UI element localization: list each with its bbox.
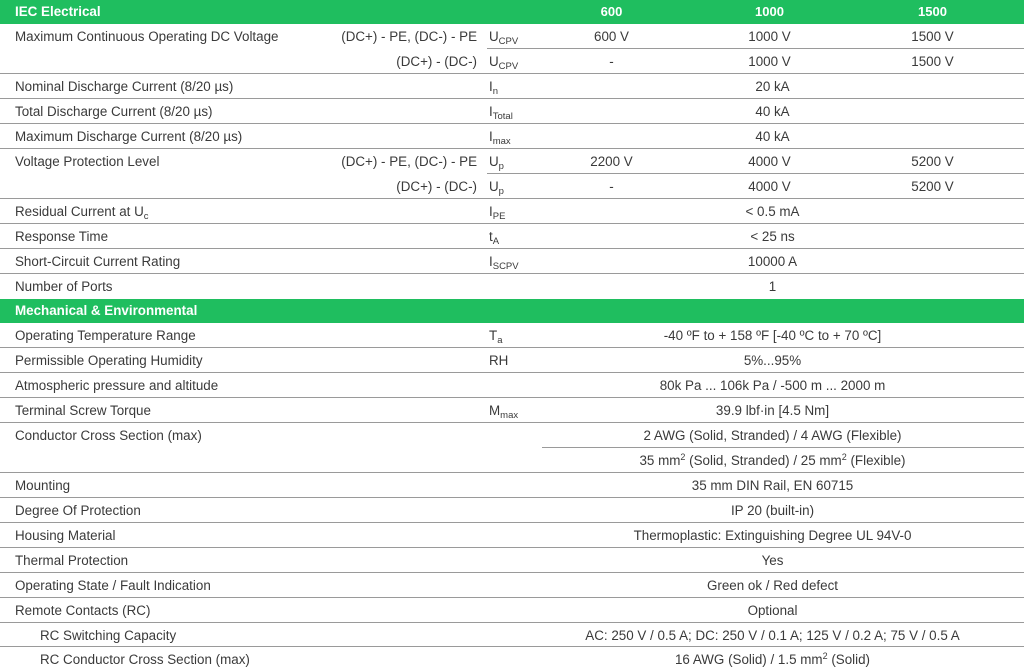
row-symbol: $I_{Total}$ bbox=[489, 104, 513, 122]
row-label: Conductor Cross Section (max) bbox=[15, 428, 202, 443]
table-row-ucpv bbox=[0, 24, 1024, 49]
row-divider bbox=[0, 497, 1024, 498]
row-label: Mounting bbox=[15, 478, 71, 493]
row-value: < 25 ns bbox=[750, 229, 795, 244]
column-header-1500: 1500 bbox=[918, 4, 947, 19]
table-row-itotal bbox=[0, 99, 1024, 124]
row-value: 16 AWG (Solid) / 1.5 $mm^2$ (Solid) bbox=[674, 651, 871, 667]
value-1000: 1000 V bbox=[748, 29, 791, 44]
row-divider bbox=[0, 148, 1024, 149]
row-label: Response Time bbox=[15, 229, 109, 244]
row-label: Degree Of Protection bbox=[15, 503, 141, 518]
table-row-imax bbox=[0, 124, 1024, 149]
row-divider bbox=[0, 73, 1024, 74]
row-divider bbox=[0, 597, 1024, 598]
column-header-600: 600 bbox=[600, 4, 623, 19]
row-label: Atmospheric pressure and altitude bbox=[15, 378, 219, 393]
value-1000: 1000 V bbox=[748, 54, 791, 69]
value-600: - bbox=[609, 179, 614, 194]
table-row-ports bbox=[0, 274, 1024, 299]
section-header-iec bbox=[0, 0, 1024, 24]
row-label: Remote Contacts (RC) bbox=[15, 603, 151, 618]
row-divider bbox=[0, 372, 1024, 373]
row-divider bbox=[0, 522, 1024, 523]
row-value: AC: 250 V / 0.5 A; DC: 250 V / 0.1 A; 125 V / 0.2 A; 75 V / 0.5 A bbox=[585, 628, 960, 643]
row-sublabel: (DC+) - (DC-) bbox=[396, 54, 477, 69]
table-row-thermal bbox=[0, 548, 1024, 573]
row-divider bbox=[0, 646, 1024, 647]
row-value: 40 kA bbox=[755, 104, 790, 119]
row-divider bbox=[0, 248, 1024, 249]
row-symbol: $T_a$ bbox=[489, 328, 503, 346]
table-row-conductor-mm bbox=[0, 448, 1024, 473]
row-divider bbox=[0, 422, 1024, 423]
value-1500: 1500 V bbox=[911, 54, 954, 69]
section-header-mechanical bbox=[0, 299, 1024, 323]
row-label: Voltage Protection Level bbox=[15, 154, 160, 169]
row-label: Total Discharge Current (8/20 µs) bbox=[15, 104, 213, 119]
row-value: 20 kA bbox=[755, 79, 790, 94]
table-row-rc-switching bbox=[0, 623, 1024, 648]
table-row-rc bbox=[0, 598, 1024, 623]
row-value: 39.9 lbf·in [4.5 Nm] bbox=[715, 403, 830, 418]
row-divider bbox=[0, 572, 1024, 573]
row-label: Operating Temperature Range bbox=[15, 328, 196, 343]
table-row-up-dc bbox=[0, 174, 1024, 199]
row-label: Operating State / Fault Indication bbox=[15, 578, 211, 593]
row-value: 10000 A bbox=[747, 254, 798, 269]
row-divider bbox=[542, 447, 1024, 448]
row-label: Housing Material bbox=[15, 528, 116, 543]
table-row-temperature bbox=[0, 323, 1024, 348]
row-divider bbox=[0, 198, 1024, 199]
table-row-rc-conductor bbox=[0, 647, 1024, 672]
value-1000: 4000 V bbox=[748, 179, 791, 194]
row-divider bbox=[487, 48, 1024, 49]
row-sublabel: (DC+) - PE, (DC-) - PE bbox=[341, 29, 477, 44]
row-symbol: $I_{PE}$ bbox=[489, 204, 506, 222]
row-divider bbox=[0, 98, 1024, 99]
row-label: RC Switching Capacity bbox=[40, 628, 177, 643]
table-row-ta bbox=[0, 224, 1024, 249]
table-row-humidity bbox=[0, 348, 1024, 373]
row-label: RC Conductor Cross Section (max) bbox=[40, 652, 250, 667]
value-1500: 1500 V bbox=[911, 29, 954, 44]
row-sublabel: (DC+) - PE, (DC-) - PE bbox=[341, 154, 477, 169]
row-value: < 0.5 mA bbox=[745, 204, 800, 219]
row-label: Short-Circuit Current Rating bbox=[15, 254, 181, 269]
row-label: Maximum Discharge Current (8/20 µs) bbox=[15, 129, 243, 144]
row-symbol: $t_A$ bbox=[489, 229, 500, 247]
row-value: 35 $mm^2$ (Solid, Stranded) / 25 $mm^2$ (Flexible) bbox=[639, 452, 906, 468]
row-label: Permissible Operating Humidity bbox=[15, 353, 203, 368]
row-value: Optional bbox=[747, 603, 798, 618]
value-1500: 5200 V bbox=[911, 179, 954, 194]
row-value: Green ok / Red defect bbox=[706, 578, 838, 593]
row-value: 35 mm DIN Rail, EN 60715 bbox=[691, 478, 854, 493]
row-value: 5%...95% bbox=[743, 353, 802, 368]
table-row-pressure bbox=[0, 373, 1024, 398]
table-row-iscpv bbox=[0, 249, 1024, 274]
row-value: IP 20 (built-in) bbox=[730, 503, 815, 518]
row-symbol: $U_{CPV}$ bbox=[489, 29, 519, 47]
row-symbol: $I_n$ bbox=[489, 79, 499, 97]
row-divider bbox=[0, 472, 1024, 473]
table-row-ipe bbox=[0, 199, 1024, 224]
value-600: 2200 V bbox=[590, 154, 633, 169]
row-divider bbox=[0, 622, 1024, 623]
row-label: Thermal Protection bbox=[15, 553, 129, 568]
row-value: 80k Pa ... 106k Pa / -500 m ... 2000 m bbox=[659, 378, 886, 393]
row-label: Residual Current at $U_c$ bbox=[15, 204, 149, 222]
row-symbol: RH bbox=[489, 353, 509, 368]
row-divider bbox=[0, 223, 1024, 224]
value-1500: 5200 V bbox=[911, 154, 954, 169]
row-symbol: $U_p$ bbox=[489, 154, 504, 172]
table-row-in bbox=[0, 74, 1024, 99]
row-value: 2 AWG (Solid, Stranded) / 4 AWG (Flexible) bbox=[643, 428, 902, 443]
row-value: 40 kA bbox=[755, 129, 790, 144]
row-label: Terminal Screw Torque bbox=[15, 403, 151, 418]
table-row-housing bbox=[0, 523, 1024, 548]
row-divider bbox=[0, 547, 1024, 548]
row-divider bbox=[0, 397, 1024, 398]
value-600: 600 V bbox=[594, 29, 629, 44]
row-divider bbox=[0, 123, 1024, 124]
row-sublabel: (DC+) - (DC-) bbox=[396, 179, 477, 194]
column-header-1000: 1000 bbox=[755, 4, 784, 19]
row-divider bbox=[0, 273, 1024, 274]
row-symbol: $I_{SCPV}$ bbox=[489, 254, 519, 272]
row-label: Number of Ports bbox=[15, 279, 113, 294]
table-row-mounting bbox=[0, 473, 1024, 498]
row-value: Yes bbox=[761, 553, 784, 568]
row-symbol: $M_{max}$ bbox=[489, 403, 519, 421]
table-row-ucpv-dc bbox=[0, 49, 1024, 74]
section-title: IEC Electrical bbox=[15, 4, 101, 19]
row-divider bbox=[487, 173, 1024, 174]
table-row-state bbox=[0, 573, 1024, 598]
table-row-torque bbox=[0, 398, 1024, 423]
row-value: Thermoplastic: Extinguishing Degree UL 94V-0 bbox=[633, 528, 912, 543]
row-symbol: $U_p$ bbox=[489, 179, 504, 197]
row-symbol: $I_{max}$ bbox=[489, 129, 511, 147]
section-title: Mechanical & Environmental bbox=[15, 303, 198, 318]
row-divider bbox=[0, 347, 1024, 348]
value-1000: 4000 V bbox=[748, 154, 791, 169]
row-label: Nominal Discharge Current (8/20 µs) bbox=[15, 79, 234, 94]
table-row-up bbox=[0, 149, 1024, 174]
table-row-conductor bbox=[0, 423, 1024, 448]
row-label: Maximum Continuous Operating DC Voltage bbox=[15, 29, 279, 44]
table-row-degree bbox=[0, 498, 1024, 523]
row-symbol: $U_{CPV}$ bbox=[489, 54, 519, 72]
row-value: 1 bbox=[768, 279, 777, 294]
value-600: - bbox=[609, 54, 614, 69]
row-value: -40 ºF to + 158 ºF [-40 ºC to + 70 ºC] bbox=[663, 328, 882, 343]
